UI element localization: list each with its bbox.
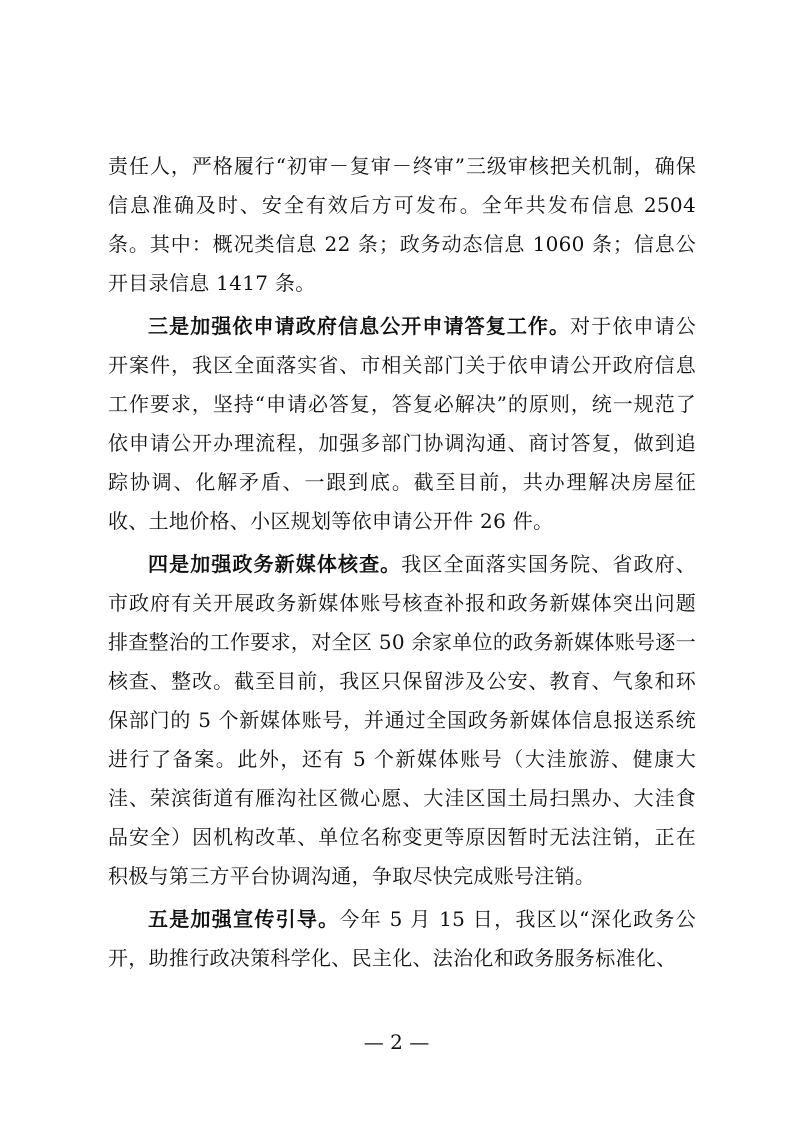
paragraph-1-text: 责任人，严格履行“初审－复审－终审”三级审核把关机制，确保信息准确及时、安全有效后方可发布。全年共发布信息 2504 条。其中：概况类信息 22 条；政务动态信息 1060 条；信息公开目录信息 1417 条。 — [108, 154, 696, 295]
paragraph-4-lead: 五是加强宣传引导。 — [148, 907, 340, 931]
paragraph-4-text: 今年 5 月 15 日，我区以“深化政务公开，助推行政决策科学化、民主化、法治化和政务服务标准化、 — [108, 907, 696, 970]
paragraph-3 — [108, 545, 696, 896]
paragraph-1 — [108, 147, 696, 303]
page-number: — 2 — — [363, 1030, 430, 1054]
paragraph-2-lead: 三是加强依申请政府信息公开申请答复工作。 — [148, 314, 571, 338]
paragraph-2-text: 对于依申请公开案件，我区全面落实省、市相关部门关于依申请公开政府信息工作要求，坚持“申请必答复，答复必解决”的原则，统一规范了依申请公开办理流程，加强多部门协调沟通、商讨答复，做到追踪协调、化解矛盾、一跟到底。截至目前，共办理解决房屋征收、土地价格、小区规划等依申请公开件 26 件。 — [108, 314, 696, 533]
document-body — [108, 147, 696, 978]
paragraph-2 — [108, 307, 696, 541]
paragraph-4 — [108, 900, 696, 978]
paragraph-3-text: 我区全面落实国务院、省政府、市政府有关开展政务新媒体账号核查补报和政务新媒体突出问题排查整治的工作要求，对全区 50 余家单位的政务新媒体账号逐一核查、整改。截至目前，我区只保留涉及公安、教育、气象和环保部门的 5 个新媒体账号，并通过全国政务新媒体信息报送系统进行了备案。此外，还有 5 个新媒体账号（大洼旅游、健康大洼、荣滨街道有雁沟社区微心愿、大洼区国土局扫黑办、大洼食品安全）因机构改革、单位名称变更等原因暂时无法注销，正在积极与第三方平台协调沟通，争取尽快完成账号注销。 — [108, 552, 696, 888]
paragraph-3-lead: 四是加强政务新媒体核查。 — [148, 552, 402, 576]
